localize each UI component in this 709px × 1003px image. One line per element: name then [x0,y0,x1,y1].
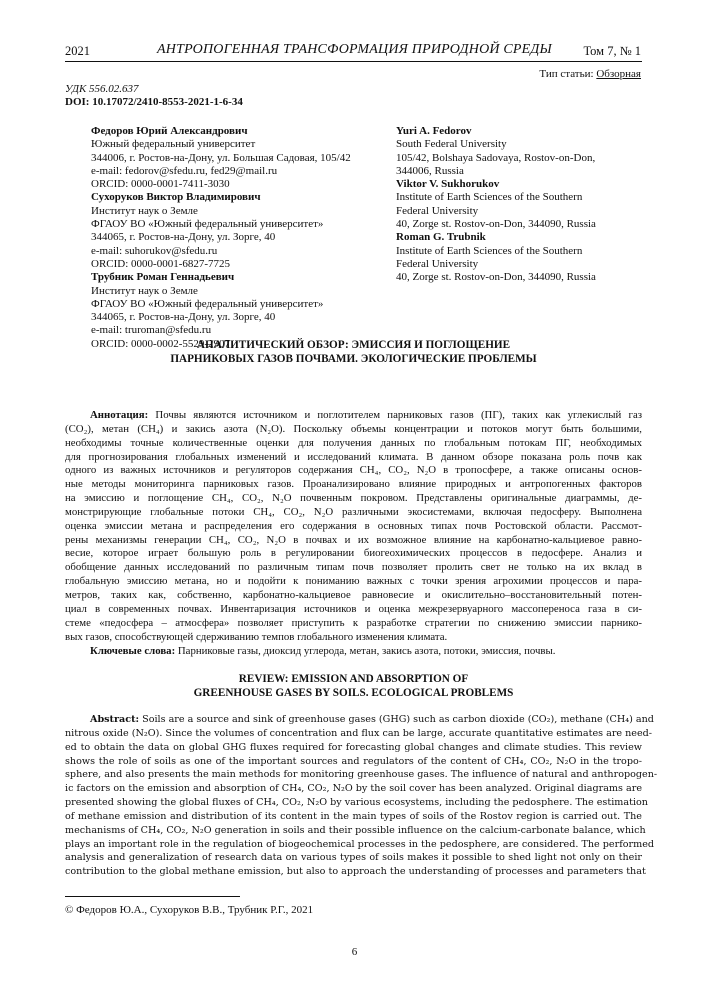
footnote-rule [65,896,240,897]
keywords-text: Парниковые газы, диоксид углерода, метан, закись азота, потоки, эмиссия, почвы. [175,645,556,657]
author-affiliation-line: ФГАОУ ВО «Южный федеральный университет» [91,297,324,310]
abstract-line [65,713,654,727]
author-affiliation-line: 344006, г. Ростов-на-Дону, ул. Большая Садовая, 105/42 [91,151,351,164]
abstract-line: mechanisms of CH₄, CO₂, N₂O generation in soils and their possible influence on the calcium-carbonate balance, which [65,824,646,836]
author-affiliation-line: Institute of Earth Sciences of the Southern [396,191,583,204]
header-rule [65,61,642,62]
author-affiliation-line: Институт наук о Земле [91,204,198,217]
authors-ru [91,125,391,351]
author-affiliation-line: 344065, г. Ростов-на-Дону, ул. Зорге, 40 [91,311,276,324]
keywords-label: Ключевые слова: [90,645,176,657]
author-name: Трубник Роман Геннадьевич [91,271,235,284]
author-affiliation-line: Институт наук о Земле [91,284,198,297]
abstract-line [65,409,642,423]
author-affiliation-line: e-mail: fedorov@sfedu.ru, fed29@mail.ru [91,164,278,177]
journal-title: АНТРОПОГЕННАЯ ТРАНСФОРМАЦИЯ ПРИРОДНОЙ СРЕДЫ [157,42,552,57]
article-type [539,68,641,80]
author-affiliation-line: ORCID: 0000-0001-6827-7725 [91,257,231,270]
abstract-line: nitrous oxide (N₂O). Since the volumes of concentration and flux can be large, accurate quantitative estimates are need- [65,727,653,739]
abstract-en [65,713,658,879]
abstract-line: метров, таких как, собственно, карбонатно-кальциевое равновесие и окислительно–восстановительный потен- [65,588,642,601]
abstract-line: ed to obtain the data on global GHG fluxes required for forecasting global changes and climate studies. This review [65,741,642,753]
author-affiliation-line: 344065, г. Ростов-на-Дону, ул. Зорге, 40 [91,231,276,244]
abstract-line: монстрирующие глобальные потоки CH₄, CO₂, N₂O различными экосистемами, включая педосферу. Выполнена [65,505,642,518]
abstract-line: ные методы мониторинга парниковых газов. Проанализировано влияние природных и антропогенных факторов [65,478,642,491]
author-affiliation-line: Южный федеральный университет [91,138,256,151]
author-name: Сухоруков Виктор Владимирович [91,191,261,204]
authors-en [396,125,641,285]
abstract-line: циал в современных почвах. Инвентаризация источников и оценка межрезервуарного массопереноса газа в си- [65,602,642,615]
author-affiliation-line: 105/42, Bolshaya Sadovaya, Rostov-on-Don, [396,151,596,164]
article-title-ru [65,338,642,366]
abstract-line: оценка эмиссии метана и распределения его содержания в основных типах почв Ростовской области. Рассмот- [65,519,642,532]
abstract-label: Abstract: [90,714,140,725]
abstract-ru [65,409,642,644]
abstract-line: обобщение данных исследований по различным типам почв позволяет пролить свет не только на их вклад в [65,561,642,574]
author-affiliation-line: South Federal University [396,138,507,151]
abstract-line: рены механизмы генерации CH₄, CO₂, N₂O в почвах и их возможное влияние на карбонатно-кальциевое равно- [65,533,642,546]
author-name: Yuri A. Fedorov [396,125,472,137]
abstract-line: вых газов, способствующей сдерживанию темпов глобального изменения климата. [65,630,448,643]
abstract-line: plays an important role in the regulation of biogeochemical processes in the pedosphere, are considered. The performed [65,838,655,850]
abstract-line: для прогнозирования глобальных изменений и исследований климата. В данном обзоре показана роль почв как [65,450,642,463]
copyright: © Федоров Ю.А., Сухоруков В.В., Трубник Р.Г., 2021 [65,904,314,916]
doi: DOI: 10.17072/2410-8553-2021-1-6-34 [65,96,243,108]
author-name: Roman G. Trubnik [396,231,486,244]
abstract-line: необходимы точные количественные оценки для получения данных по глобальным потокам ПГ, необходимых [65,436,642,449]
title-ru-line: АНАЛИТИЧЕСКИЙ ОБЗОР: ЭМИССИЯ И ПОГЛОЩЕНИЕ [196,339,511,351]
title-ru-line: ПАРНИКОВЫХ ГАЗОВ ПОЧВАМИ. ЭКОЛОГИЧЕСКИЕ ПРОБЛЕМЫ [170,353,537,365]
title-en-line: GREENHOUSE GASES BY SOILS. ECOLOGICAL PROBLEMS [193,687,514,699]
author-affiliation-line: e-mail: suhorukov@sfedu.ru [91,244,218,257]
abstract-label: Аннотация: [90,409,149,421]
author-affiliation-line: 40, Zorge st. Rostov-on-Don, 344090, Russia [396,218,596,231]
abstract-line: одного из важных источников и регуляторов содержания CH₄, CO₂, N₂O в тропосфере, а также описаны основ- [65,464,642,477]
abstract-line: на эмиссию и поглощение CH₄, CO₂, N₂O почвенным покровом. Представлены оригинальные диаграммы, де- [65,492,642,505]
abstract-line: presented showing the global fluxes of CH₄, CO₂, N₂O by various ecosystems, including the pedosphere. The estimation [65,797,648,809]
author-affiliation-line: Institute of Earth Sciences of the Southern [396,244,583,257]
abstract-line: contribution to the global methane emission, but also to approach the understanding of processes and parameters that [65,866,646,878]
author-affiliation-line: Federal University [396,257,479,270]
article-type-label: Тип статьи: [539,68,597,80]
author-affiliation-line: ORCID: 0000-0002-5529-2907 [91,337,231,350]
author-name: Федоров Юрий Александрович [91,125,248,137]
abstract-line: sphere, and also presents the main methods for monitoring greenhouse gases. The influence of natural and anthropogen- [65,769,658,781]
volume-issue: Том 7, № 1 [583,44,641,58]
title-en-line: REVIEW: EMISSION AND ABSORPTION OF [238,673,469,685]
abstract-line: analysis and generalization of research data on various types of soils makes it possible to shed light not only on their [65,852,642,864]
author-affiliation-line: Federal University [396,204,479,217]
abstract-text: Почвы являются источником и поглотителем парниковых газов (ПГ), таких как углекислый газ [148,409,642,421]
article-title-en [65,672,642,700]
abstract-line: ic factors on the emission and absorption of CH₄, CO₂, N₂O by the soil cover has been analyzed. Original diagrams are [65,783,642,795]
abstract-line: глобальную эмиссию метана, но и подойти к пониманию важных с точки зрения агрохимии процессов и пара- [65,575,642,588]
author-affiliation-line: 40, Zorge st. Rostov-on-Don, 344090, Russia [396,271,596,284]
udk-code: УДК 556.02.637 [65,83,139,95]
author-name: Viktor V. Sukhorukov [396,178,500,191]
abstract-line: весие, которое играет большую роль в регулировании биогеохимических процессов в педосфере. Анализ и [65,547,642,560]
abstract-text: Soils are a source and sink of greenhouse gases (GHG) such as carbon dioxide (CO₂), methane (CH₄) and [139,714,654,725]
abstract-line: (CO₂), метан (CH₄) и закись азота (N₂O). Поскольку объемы концентрации и потоков могут быть большими, [65,422,642,435]
author-affiliation-line: e-mail: truroman@sfedu.ru [91,324,212,337]
author-affiliation-line: 344006, Russia [396,164,464,177]
abstract-line: of methane emission and distribution of its content in the main types of soils of the Rostov region is carried out. The [65,810,642,822]
header-year: 2021 [65,44,90,58]
abstract-line: shows the role of soils as one of the important sources and regulators of the content of CH₄, CO₂, N₂O in the tropo- [65,755,642,767]
author-affiliation-line: ORCID: 0000-0001-7411-3030 [91,178,230,191]
page-number: 6 [351,946,358,958]
author-affiliation-line: ФГАОУ ВО «Южный федеральный университет» [91,218,324,231]
article-type-value: Обзорная [596,68,641,80]
abstract-line: стеме «педосфера – атмосфера» позволяет приступить к разработке стратегии по снижению эмиссии парнико- [65,616,642,629]
keywords-ru [65,645,642,657]
